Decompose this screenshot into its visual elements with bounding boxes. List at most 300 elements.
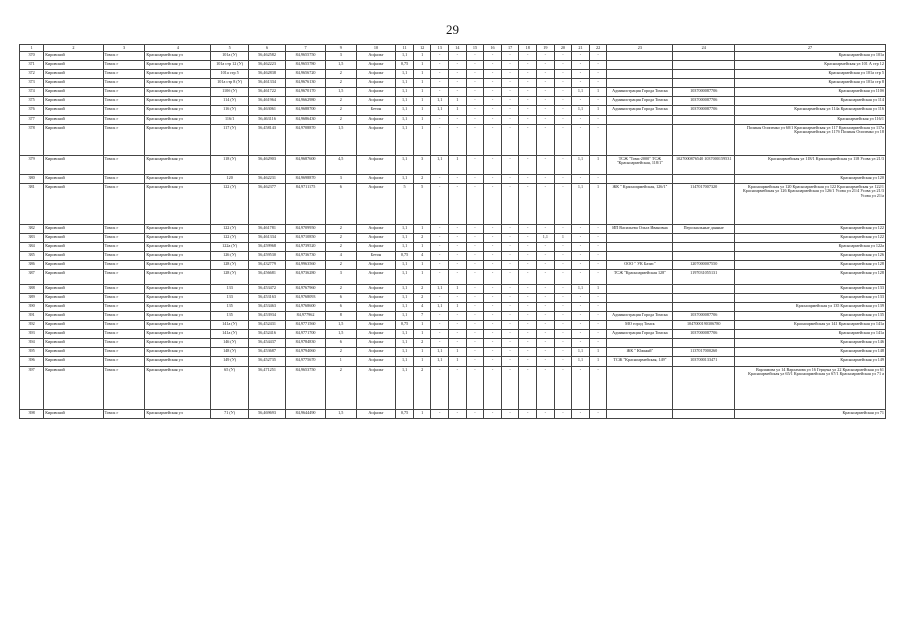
column-header: 1 [20,45,44,52]
page-number: 29 [446,22,459,37]
table-cell: - [589,52,607,61]
table-cell: - [501,97,519,106]
table-cell [607,61,673,70]
table-cell: Администрация Города Томска [607,97,673,106]
table-cell: Красноармейская ул 114а Красноармейская ул 116 [735,106,886,116]
table-cell: - [554,410,572,419]
table-cell: - [466,367,484,410]
table-cell [607,410,673,419]
table-cell: Красноармейская ул 120 Красноармейская ул 122 Красноармейская ул 122/1 Красноармейская ул 126 Красноармейская ул 126/1 Усова ул 21/4 Усова ул 21/3 Усова ул 21/а [735,184,886,225]
table-cell: Красноармейская ул [145,243,211,252]
table-cell: 84,9768093 [286,294,326,303]
table-cell: 84,9767960 [286,285,326,294]
table-cell: 1,1 [396,106,414,116]
table-cell: - [537,52,555,61]
table-cell: 380 [20,175,44,184]
table-cell: - [554,61,572,70]
table-cell: Асфальт [356,184,396,225]
table-cell: - [431,270,449,285]
table-cell: 110б (У) [211,88,248,97]
table-cell: - [589,61,607,70]
table-cell: 1,1 [396,330,414,339]
table-cell: Асфальт [356,52,396,61]
table-cell: 1,1 [572,348,590,357]
table-cell: Кировский [44,285,103,294]
table-cell: 375 [20,97,44,106]
table-cell: - [501,357,519,367]
table-cell: 2 [413,234,431,243]
table-cell: Администрация Города Томска [607,88,673,97]
table-cell: 84,9656720 [286,70,326,79]
table-cell: - [449,125,467,156]
table-cell [673,125,735,156]
table-cell: Асфальт [356,321,396,330]
table-cell: - [554,312,572,321]
table-cell: Красноармейская ул 128 [735,270,886,285]
table-cell: - [519,294,537,303]
table-cell: 2 [413,175,431,184]
table-cell [673,175,735,184]
column-header: 15 [466,45,484,52]
table-cell: Кировский [44,125,103,156]
table-cell: Томск г [103,303,145,312]
table-cell: 2 [325,285,356,294]
table-cell [673,243,735,252]
table-cell: - [449,116,467,125]
table-cell: Кировский [44,321,103,330]
table-cell: - [537,330,555,339]
table-cell: - [501,243,519,252]
table-cell: Асфальт [356,116,396,125]
table-cell: Кировский [44,367,103,410]
table-cell: Кировский [44,357,103,367]
table-cell [607,339,673,348]
table-cell: - [501,125,519,156]
table-cell: Красноармейская ул [145,303,211,312]
table-cell: Бетон [356,252,396,261]
table-cell: 1197031055131 [673,270,735,285]
table-cell: - [572,225,590,234]
table-cell: - [484,243,502,252]
table-cell: 374 [20,88,44,97]
table-cell: 2 [325,348,356,357]
table-cell: 84,9676130 [286,79,326,88]
table-cell: 2 [325,106,356,116]
table-cell: - [537,270,555,285]
table-cell: - [466,252,484,261]
table-cell: Томск г [103,61,145,70]
table-cell: Томск г [103,106,145,116]
table-cell: - [466,410,484,419]
table-cell: Красноармейская ул [145,184,211,225]
table-cell: Красноармейская ул [145,410,211,419]
table-cell: - [501,156,519,175]
table-cell: - [466,61,484,70]
table-cell: - [466,52,484,61]
table-cell: Кировский [44,261,103,270]
table-cell: Красноармейская ул [145,97,211,106]
table-cell: 1,1 [396,79,414,88]
table-cell: - [501,330,519,339]
column-header: 11 [396,45,414,52]
table-cell: - [572,52,590,61]
table-row [20,61,886,70]
table-cell: 3 [325,175,356,184]
table-cell: - [554,348,572,357]
table-cell: - [501,234,519,243]
table-cell: - [537,410,555,419]
table-cell: - [431,125,449,156]
table-cell: 1 [413,125,431,156]
table-cell: 1 [589,184,607,225]
table-cell: Красноармейская ул [145,79,211,88]
table-cell: - [554,52,572,61]
table-row [20,410,886,419]
table-cell: 84,9736730 [286,252,326,261]
table-cell: 2 [325,225,356,234]
table-cell: Асфальт [356,175,396,184]
table-cell: - [589,125,607,156]
table-cell: Томск г [103,175,145,184]
table-cell: 1,1 [396,312,414,321]
table-cell: Красноармейская ул 120 [735,175,886,184]
table-cell: Красноармейская ул 149 [735,357,886,367]
table-cell: - [572,125,590,156]
table-cell: - [589,321,607,330]
table-cell: Томск г [103,252,145,261]
table-cell: - [537,312,555,321]
table-cell: 1,5 [325,88,356,97]
table-cell: Асфальт [356,243,396,252]
table-cell: 396 [20,357,44,367]
table-cell: Красноармейская ул [145,270,211,285]
table-cell: 56,459530 [248,252,285,261]
table-cell: 149 (У) [211,357,248,367]
table-cell: 56,469693 [248,410,285,419]
data-table [19,44,886,419]
table-cell: 84,9688700 [286,106,326,116]
table-row [20,312,886,321]
table-cell: 122 (У) [211,234,248,243]
table-cell: 385 [20,252,44,261]
table-cell: 1,1 [431,97,449,106]
table-cell: - [554,116,572,125]
table-cell: - [466,106,484,116]
table-cell: - [519,184,537,225]
table-cell: Томск г [103,79,145,88]
table-cell: 56,458143 [248,125,285,156]
table-cell: - [466,294,484,303]
table-cell: Красноармейская ул [145,234,211,243]
table-cell: 1037000087706 [673,97,735,106]
table-cell: ТСЖ "Томь-2000" ТСЖ "Красноармейская, 118/1" [607,156,673,175]
table-cell: 384 [20,243,44,252]
table-cell: 0,75 [396,61,414,70]
table-cell: - [572,321,590,330]
table-cell: Красноармейская ул 101 А стр 12 [735,61,886,70]
table-cell: - [484,52,502,61]
table-cell: - [501,106,519,116]
table-cell: 378 [20,125,44,156]
table-cell: 377 [20,116,44,125]
table-cell: Томск г [103,70,145,79]
table-cell: Томск г [103,234,145,243]
table-cell: - [501,339,519,348]
table-cell: Асфальт [356,61,396,70]
table-cell: - [484,184,502,225]
table-cell: 84,9655780 [286,61,326,70]
table-cell: - [589,70,607,79]
table-cell: 6 [325,303,356,312]
table-row [20,243,886,252]
table-cell: - [589,312,607,321]
table-cell: 1037000087706 [673,330,735,339]
table-cell: 122 (У) [211,184,248,225]
table-cell: 1,1 [396,225,414,234]
table-cell: 371 [20,61,44,70]
table-row [20,52,886,61]
table-cell: - [431,367,449,410]
table-cell: 8 [325,312,356,321]
table-cell: 56,453934 [248,312,285,321]
table-cell: Красноармейская ул 101а стр 5 [735,70,886,79]
table-cell: - [501,52,519,61]
table-cell: 116 (У) [211,106,248,116]
table-cell: Томск г [103,312,145,321]
table-cell: 2 [325,367,356,410]
table-cell: 84,9708870 [286,125,326,156]
table-cell: 1,1 [396,52,414,61]
table-cell: Томск г [103,367,145,410]
table-cell: 2 [413,339,431,348]
table-row [20,88,886,97]
table-cell: 84,9775670 [286,357,326,367]
table-cell: 1,1 [431,106,449,116]
table-cell: 1,1 [396,97,414,106]
table-cell: - [466,225,484,234]
table-cell: 56,462582 [248,52,285,61]
table-cell: - [501,348,519,357]
table-cell: - [572,243,590,252]
table-cell: Кировский [44,70,103,79]
table-cell: - [572,252,590,261]
table-cell: - [537,156,555,175]
table-cell: - [431,294,449,303]
table-cell: - [431,225,449,234]
column-header: 5 [211,45,248,52]
table-cell: 1 [413,270,431,285]
table-cell: Томск г [103,270,145,285]
table-cell: Томск г [103,225,145,234]
table-cell: 1037000087706 [673,106,735,116]
table-cell: - [431,312,449,321]
table-cell: 84,9710850 [286,234,326,243]
table-cell: Красноармейская ул 122 [735,234,886,243]
column-header: 18 [519,45,537,52]
table-cell: - [431,410,449,419]
table-cell: - [572,330,590,339]
table-cell: - [537,79,555,88]
table-cell: - [554,79,572,88]
table-cell: 1,1 [396,339,414,348]
table-cell: Кировский [44,303,103,312]
table-cell: - [554,367,572,410]
table-cell: - [589,270,607,285]
table-cell: - [589,303,607,312]
table-cell: 1 [413,116,431,125]
table-cell: ТСЖ "Красноармейская, 149" [607,357,673,367]
column-header: 13 [431,45,449,52]
table-cell: 1,1 [396,303,414,312]
table-cell: - [484,294,502,303]
table-cell: 1 [413,410,431,419]
table-cell: 4,5 [325,156,356,175]
table-cell: 1 [413,88,431,97]
table-cell: 6 [325,294,356,303]
table-cell: Томск г [103,285,145,294]
table-cell: 84,9670170 [286,88,326,97]
table-cell: Асфальт [356,261,396,270]
table-cell: - [572,234,590,243]
table-cell: - [519,70,537,79]
table-cell: Кировский [44,116,103,125]
table-cell: 1 [449,348,467,357]
table-cell: - [572,367,590,410]
table-cell: 128 (У) [211,270,248,285]
table-cell: 101а стр 8 (У) [211,79,248,88]
table-cell: 4 [325,252,356,261]
table-cell: - [466,175,484,184]
table-cell: - [449,410,467,419]
table-cell: Асфальт [356,270,396,285]
table-cell: Красноармейская ул [145,52,211,61]
table-cell: 84,977962 [286,312,326,321]
table-cell: - [466,184,484,225]
table-cell: - [519,125,537,156]
table-cell: Кировский [44,339,103,348]
table-cell: 388 [20,285,44,294]
table-cell: Томск г [103,125,145,156]
table-row [20,339,886,348]
table-cell: Томск г [103,294,145,303]
table-cell: - [449,312,467,321]
table-cell: 1,1 [396,367,414,410]
table-cell: - [466,357,484,367]
table-cell: 379 [20,156,44,175]
table-cell: Красноармейская ул [145,294,211,303]
table-cell: - [449,294,467,303]
table-cell [673,303,735,312]
table-cell: Бетон [356,106,396,116]
table-cell: 1,1 [396,261,414,270]
table-cell: - [537,321,555,330]
column-header: 24 [673,45,735,52]
table-cell: - [537,61,555,70]
table-cell: 1037000087706 [673,88,735,97]
table-cell: Красноармейская ул 135 [735,312,886,321]
table-cell: Красноармейская ул [145,321,211,330]
table-cell: Кировский [44,270,103,285]
table-cell: - [466,348,484,357]
table-cell: 1,5 [325,61,356,70]
table-cell [607,52,673,61]
table-cell: Асфальт [356,303,396,312]
table-cell: - [466,88,484,97]
table-cell: - [484,156,502,175]
table-cell: Томск г [103,261,145,270]
table-cell: 1 [413,106,431,116]
table-cell [673,79,735,88]
table-cell: - [519,234,537,243]
table-cell: - [519,52,537,61]
table-cell: 116/1 [211,116,248,125]
table-cell: 1 [589,357,607,367]
table-cell: - [589,225,607,234]
table-cell: - [484,270,502,285]
table-cell: - [537,70,555,79]
table-cell: Томск г [103,357,145,367]
table-cell: - [501,312,519,321]
table-cell: Асфальт [356,410,396,419]
table-cell: Кировский [44,330,103,339]
table-cell: - [519,321,537,330]
table-cell: 56,454437 [248,339,285,348]
table-cell: - [484,303,502,312]
table-cell: Красноармейская ул [145,367,211,410]
table-cell [673,52,735,61]
table-cell: - [519,261,537,270]
table-cell [607,243,673,252]
table-cell: - [519,225,537,234]
table-cell: 2 [413,367,431,410]
table-cell: - [484,88,502,97]
table-cell: 387 [20,270,44,285]
table-cell: 1 [413,357,431,367]
column-header: 12 [413,45,431,52]
table-cell: 7 [413,312,431,321]
table-cell [607,116,673,125]
table-cell: - [519,175,537,184]
table-cell: 1 [413,225,431,234]
table-cell: Асфальт [356,367,396,410]
table-cell: - [449,243,467,252]
table-cell: - [537,339,555,348]
table-cell: 1,1 [396,357,414,367]
table-cell: 84,9794060 [286,348,326,357]
table-cell: - [519,97,537,106]
table-cell: 56,461722 [248,88,285,97]
table-cell: 3 [413,156,431,175]
table-cell: 56,461334 [248,234,285,243]
table-cell: - [484,70,502,79]
table-cell: - [519,367,537,410]
table-cell: - [449,321,467,330]
table-cell: 1,1 [396,70,414,79]
column-header: 7 [286,45,326,52]
table-cell: 1,1 [431,156,449,175]
table-cell: - [537,125,555,156]
table-cell: Кировский [44,348,103,357]
table-cell: - [554,261,572,270]
table-cell: Томск г [103,243,145,252]
table-cell: - [466,116,484,125]
table-cell: - [501,270,519,285]
table-cell: - [589,330,607,339]
table-cell: 56,453472 [248,285,285,294]
table-cell: - [572,116,590,125]
table-cell: - [466,270,484,285]
table-cell: - [431,52,449,61]
